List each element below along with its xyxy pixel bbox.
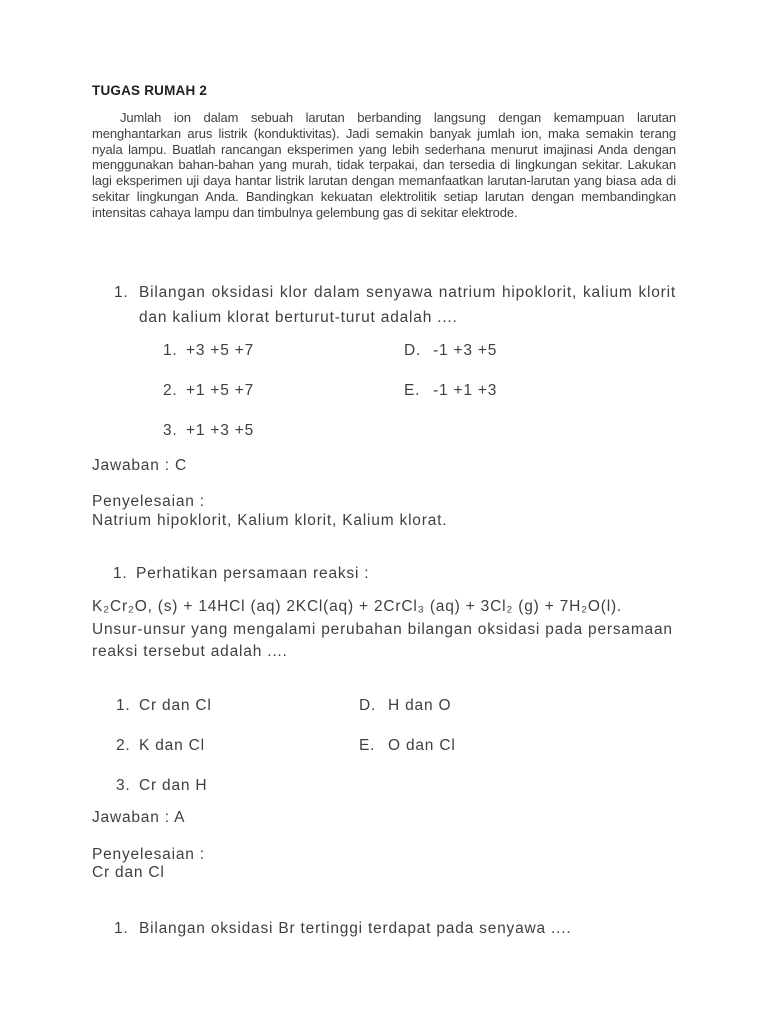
option-label: 3. bbox=[116, 777, 131, 794]
option-label: 1. bbox=[116, 697, 131, 714]
option-label: D. bbox=[359, 697, 377, 714]
question1-solution-text: Natrium hipoklorit, Kalium klorit, Kalium klorat. bbox=[92, 512, 448, 529]
question2-answer: Jawaban : A bbox=[92, 809, 186, 826]
question2-line: reaksi tersebut adalah .... bbox=[92, 643, 288, 660]
question1-solution-heading: Penyelesaian : bbox=[92, 493, 205, 510]
option-label: E. bbox=[404, 382, 421, 399]
question3-text: Bilangan oksidasi Br tertinggi terdapat pada senyawa .... bbox=[139, 920, 572, 937]
intro-line: lagi eksperimen uji daya hantar listrik larutan dengan memanfaatkan larutan-larutan yang biasa ada di bbox=[92, 173, 676, 189]
option-text: H dan O bbox=[388, 697, 452, 714]
question3-number: 1. bbox=[114, 920, 129, 937]
document-title: TUGAS RUMAH 2 bbox=[92, 83, 208, 98]
question2-option-2 bbox=[116, 736, 205, 756]
question2-option-E bbox=[359, 736, 456, 756]
intro-line: Jumlah ion dalam sebuah larutan berbanding langsung dengan kemampuan larutan bbox=[120, 110, 676, 125]
intro-paragraph bbox=[92, 110, 676, 221]
intro-line: menghantarkan arus listrik (konduktivitas). Jadi semakin banyak jumlah ion, maka semakin terang bbox=[92, 125, 676, 141]
option-text: +1 +5 +7 bbox=[186, 382, 255, 399]
question2-option-1 bbox=[116, 696, 212, 716]
option-label: 2. bbox=[116, 737, 131, 754]
intro-line: menggunakan bahan-bahan yang murah, tidak terpakai, dan tersedia di lingkungan sekitar. Lakukan bbox=[92, 157, 676, 173]
question2-option-D bbox=[359, 696, 451, 716]
question2-solution-text: Cr dan Cl bbox=[92, 864, 165, 881]
option-label: 3. bbox=[163, 422, 178, 439]
question1-line: Bilangan oksidasi klor dalam senyawa natrium hipoklorit, kalium klorit bbox=[139, 284, 676, 301]
option-text: -1 +3 +5 bbox=[433, 342, 498, 359]
option-label: 2. bbox=[163, 382, 178, 399]
option-text: +1 +3 +5 bbox=[186, 422, 255, 439]
question1-option-E bbox=[404, 381, 497, 401]
intro-line: nyala lampu. Buatlah rancangan eksperimen yang lebih sederhana menurut imajinasi Anda dengan bbox=[92, 141, 676, 157]
option-text: Cr dan Cl bbox=[139, 697, 212, 714]
option-text: K dan Cl bbox=[139, 737, 205, 754]
question1-number: 1. bbox=[114, 284, 129, 301]
question2-solution-heading: Penyelesaian : bbox=[92, 846, 205, 863]
chemical-equation: K₂Cr₂O, (s) + 14HCl (aq) 2KCl(aq) + 2CrCl₃ (aq) + 3Cl₂ (g) + 7H₂O(l). bbox=[92, 598, 623, 615]
question1-option-2 bbox=[163, 381, 254, 401]
question2-line: Unsur-unsur yang mengalami perubahan bilangan oksidasi pada persamaan bbox=[92, 621, 673, 638]
option-label: D. bbox=[404, 342, 422, 359]
option-text: O dan Cl bbox=[388, 737, 456, 754]
option-text: Cr dan H bbox=[139, 777, 208, 794]
option-text: -1 +1 +3 bbox=[433, 382, 498, 399]
intro-line: sekitar lingkungan Anda. Bandingkan kekuatan elektrolitik setiap larutan dengan membandingkan bbox=[92, 188, 676, 204]
question1-option-3 bbox=[163, 421, 254, 441]
option-label: 1. bbox=[163, 342, 178, 359]
question1-option-1 bbox=[163, 341, 254, 361]
question1-answer: Jawaban : C bbox=[92, 457, 187, 474]
question1-option-D bbox=[404, 341, 497, 361]
question2-number: 1. bbox=[113, 565, 128, 582]
question1-text bbox=[139, 280, 676, 330]
intro-line: intensitas cahaya lampu dan timbulnya gelembung gas di sekitar elektrode. bbox=[92, 204, 518, 220]
question2-heading: Perhatikan persamaan reaksi : bbox=[136, 565, 370, 582]
option-text: +3 +5 +7 bbox=[186, 342, 255, 359]
question1-line: dan kalium klorat berturut-turut adalah .... bbox=[139, 309, 458, 326]
option-label: E. bbox=[359, 737, 376, 754]
question2-option-3 bbox=[116, 776, 207, 796]
